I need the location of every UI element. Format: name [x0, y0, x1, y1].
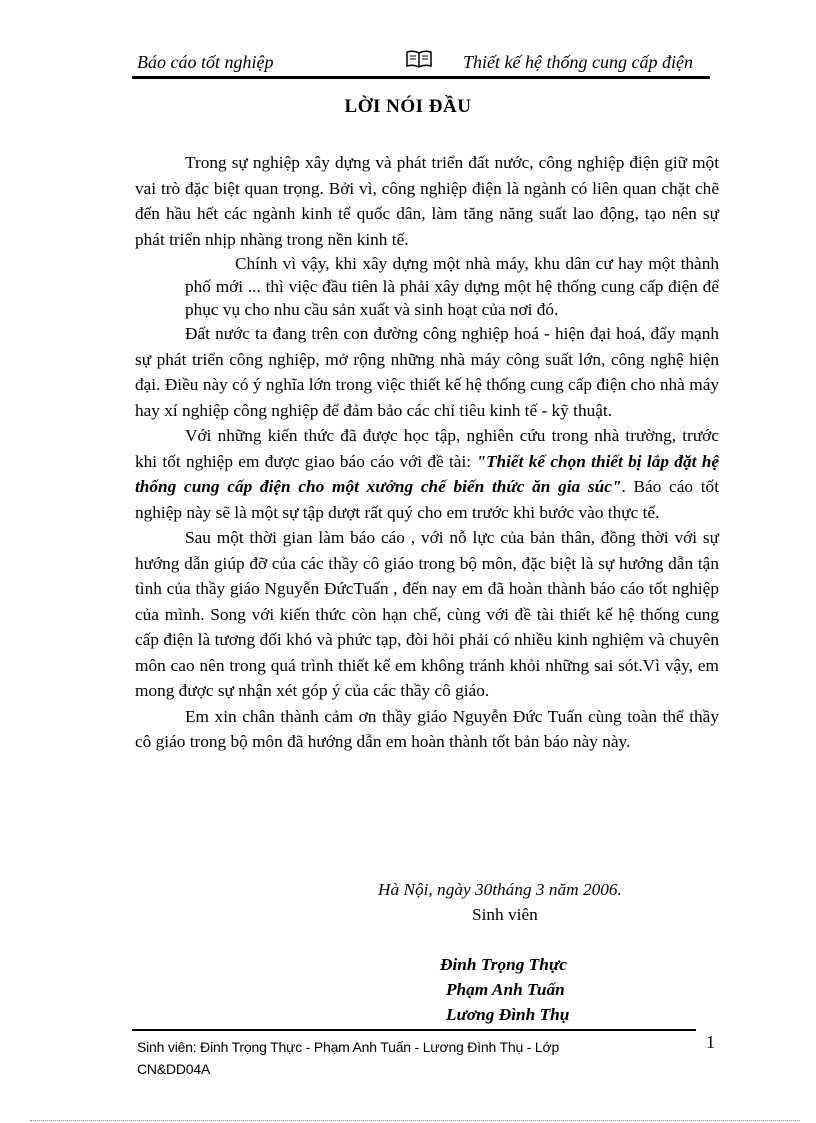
paragraph-4-outro: . Báo cáo tốt nghiệp này sẽ là một sự tập dượt rất quý cho em trước khi bước vào thực tế.	[135, 477, 719, 522]
student-name-2: Phạm Anh Tuấn	[446, 980, 565, 999]
footer-text: Sinh viên: Đinh Trọng Thực - Phạm Anh Tuấn - Lương Đình Thụ - Lớp CN&DD04A	[137, 1039, 560, 1077]
page-bottom-border	[30, 1120, 800, 1121]
footer-divider	[132, 1029, 696, 1031]
thesis-topic: "Thiết kế chọn thiết bị lắp đặt hệ thống cung cấp điện cho một xưởng chế biến thức ăn gia súc"	[135, 451, 719, 496]
open-book-icon	[405, 49, 433, 69]
paragraph-2: Chính vì vậy, khi xây dựng một nhà máy, khu dân cư hay một thành phố mới ... thì việc đầu tiên là phải xây dựng một hệ thống cung cấp điện để phục vụ cho nhu cầu sản xuất và sinh hoạt của nơi đó.	[185, 254, 719, 319]
document-body	[135, 150, 719, 755]
paragraph-4-intro: Với những kiến thức đã được học tập, nghiên cứu trong nhà trường, trước khi tốt nghiệp em được giao báo cáo với đề tài:	[135, 426, 719, 471]
student-name-1: Đinh Trọng Thực	[440, 955, 567, 974]
page-title: LỜI NÓI ĐẦU	[344, 96, 472, 117]
signature-date: Hà Nội, ngày 30tháng 3 năm 2006.	[378, 880, 622, 899]
page-header	[137, 48, 707, 74]
page-number: 1	[706, 1032, 715, 1052]
header-left-title: Báo cáo tốt nghiệp	[137, 52, 274, 72]
header-right-title: Thiết kế hệ thống cung cấp điện	[463, 52, 693, 72]
paragraph-4	[135, 423, 719, 525]
paragraph-3: Đất nước ta đang trên con đường công nghiệp hoá - hiện đại hoá, đẩy mạnh sự phát triển công nghiệp, mở rộng những nhà máy công suất lớn, công nghệ hiện đại. Điều này có ý nghĩa lớn trong việc thiết kế hệ thống cung cấp điện cho nhà máy hay xí nghiệp công nghiệp để đảm bảo các chỉ tiêu kinh tế - kỹ thuật.	[135, 324, 719, 420]
header-divider	[132, 76, 710, 82]
paragraph-6: Em xin chân thành cảm ơn thầy giáo Nguyễn Đức Tuấn cùng toàn thể thầy cô giáo trong bộ môn đã hướng dẫn em hoàn thành tốt bản báo này này.	[135, 706, 719, 751]
signature-role: Sinh viên	[472, 905, 538, 924]
paragraph-1: Trong sự nghiệp xây dựng và phát triển đất nước, công nghiệp điện giữ một vai trò đặc biệt quan trọng. Bởi vì, công nghiệp điện là ngành có liên quan chặt chẽ đến hầu hết các ngành kinh tế quốc dân, làm tăng năng suất lao động, tạo nên sự phát triển nhịp nhàng trong nền kinh tế.	[135, 153, 719, 249]
student-name-3: Lương Đình Thụ	[446, 1005, 570, 1024]
paragraph-5: Sau một thời gian làm báo cáo , với nỗ lực của bản thân, đồng thời với sự hướng dẫn giúp đỡ của các thầy cô giáo trong bộ môn, đặc biệt là sự hướng dẫn tận tình của thầy giáo Nguyễn ĐứcTuấn , đến nay em đã hoàn thành báo cáo tốt nghiệp của mình. Song với kiến thức còn hạn chế, cùng với đề tài thiết kế hệ thống cung cấp điện là tương đối khó và phức tạp, đòi hỏi phải có nhiều kinh nghiệm và chuyên môn cao nên trong quá trình thiết kế em không tránh khỏi những sai sót.Vì vậy, em mong được sự nhận xét góp ý của các thầy cô giáo.	[135, 528, 719, 700]
